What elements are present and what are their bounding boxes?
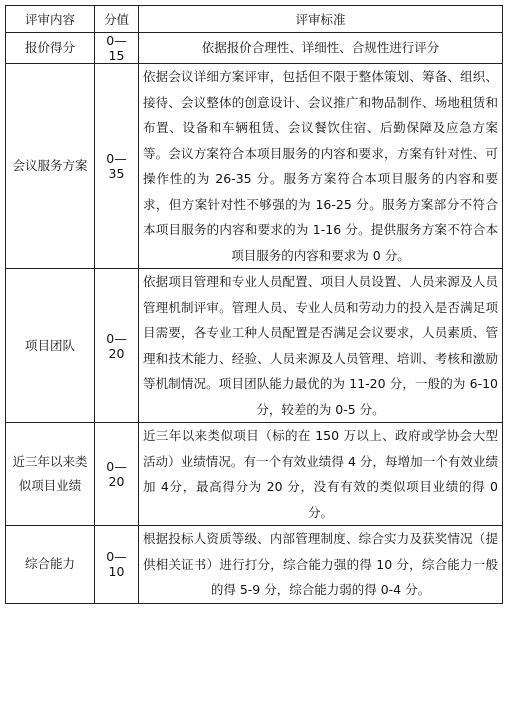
table-row [6, 526, 503, 604]
table-row [6, 64, 503, 269]
row-criteria: 近三年以来类似项目（标的在 150 万以上、政府或学协会大型活动）业绩情况。有一个有效业绩得 4 分，每增加一个有效业绩加 4分，最高得分为 20 分，没有有效的类似项目业绩的得 0 分。 [139, 423, 503, 526]
table-row [6, 423, 503, 526]
table-row [6, 269, 503, 423]
row-criteria: 根据投标人资质等级、内部管理制度、综合实力及获奖情况（提供相关证书）进行打分，综合能力强的得 10 分，综合能力一般的得 5-9 分，综合能力弱的得 0-4 分。 [139, 526, 503, 604]
header-score: 分值 [95, 6, 139, 33]
row-score: 0—10 [95, 526, 139, 604]
row-criteria: 依据会议详细方案评审，包括但不限于整体策划、筹备、组织、接待、会议整体的创意设计、会议推广和物品制作、场地租赁和布置、设备和车辆租赁、会议餐饮住宿、后勤保障及应急方案等。会议方案符合本项目服务的内容和要求，方案有针对性、可操作性的为 26-35 分。服务方案符合本项目服务的内容和要求，但方案针对性不够强的为 16-25 分。服务方案部分不符合本项目服务的内容和要求的为 1-16 分。提供服务方案不符合本项目服务的内容和要求为 0 分。 [139, 64, 503, 269]
row-score: 0—35 [95, 64, 139, 269]
table-row [6, 33, 503, 64]
evaluation-table [5, 5, 503, 604]
row-criteria: 依据报价合理性、详细性、合规性进行评分 [139, 33, 503, 64]
header-criteria: 评审标准 [139, 6, 503, 33]
row-score: 0—20 [95, 269, 139, 423]
row-item: 会议服务方案 [6, 64, 95, 269]
row-item: 报价得分 [6, 33, 95, 64]
row-item: 综合能力 [6, 526, 95, 604]
table-header-row [6, 6, 503, 33]
row-item: 近三年以来类似项目业绩 [6, 423, 95, 526]
header-item: 评审内容 [6, 6, 95, 33]
row-score: 0—15 [95, 33, 139, 64]
row-criteria: 依据项目管理和专业人员配置、项目人员设置、人员来源及人员管理机制评审。管理人员、专业人员和劳动力的投入是否满足项目需要，各专业工种人员配置是否满足会议要求，人员素质、管理和技术能力、经验、人员来源及人员管理、培训、考核和激励等机制情况。项目团队能力最优的为 11-20 分，一般的为 6-10 分，较差的为 0-5 分。 [139, 269, 503, 423]
row-score: 0—20 [95, 423, 139, 526]
row-item: 项目团队 [6, 269, 95, 423]
